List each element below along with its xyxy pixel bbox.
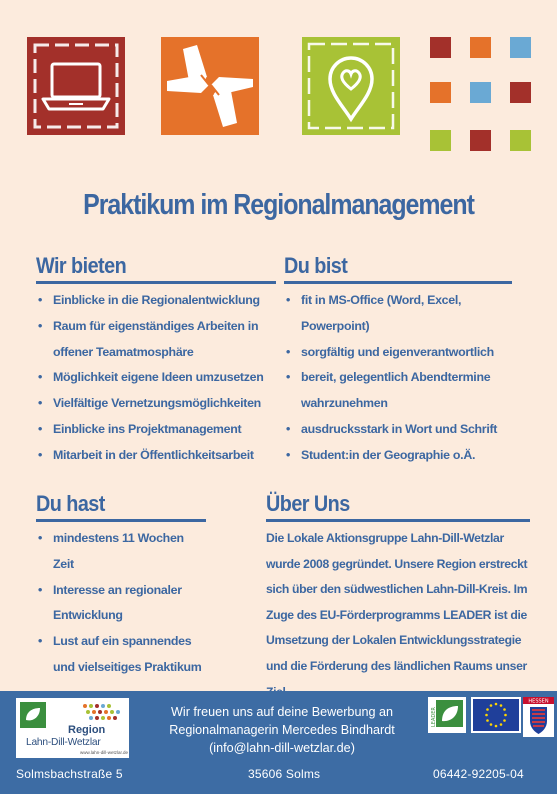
message-line: (info@lahn-dill-wetzlar.de)	[209, 741, 355, 755]
hessen-label: HESSEN	[528, 698, 549, 705]
list-item: • mindestens 11 Wochen Zeit	[36, 526, 206, 578]
color-square	[510, 82, 531, 103]
list-item: • Einblicke in die Regionalentwicklung	[36, 288, 276, 314]
hessen-logo	[523, 697, 554, 737]
section-du-hast	[36, 491, 206, 681]
logo-url-text: www.lahn-dill-wetzlar.de	[80, 750, 129, 755]
leader-logo	[428, 697, 466, 733]
list-item: • fit in MS-Office (Word, Excel, Powerpoint)	[284, 288, 474, 340]
section-wir-bieten	[36, 253, 276, 469]
leader-label: LEADER	[431, 707, 437, 727]
list-item: • Vielfältige Vernetzungsmöglichkeiten	[36, 391, 276, 417]
offer-list	[36, 288, 276, 469]
list-item: • Einblicke ins Projektmanagement	[36, 417, 276, 443]
laptop-icon	[27, 37, 125, 135]
footer-street: Solmsbachstraße 5	[16, 767, 123, 781]
list-item: • bereit, gelegentlich Abendtermine wahrzunehmen	[284, 365, 494, 417]
region-logo	[16, 698, 129, 758]
profile-list	[284, 288, 528, 469]
dot-map-icon	[80, 701, 125, 725]
section-ueber-uns	[266, 491, 530, 705]
color-square	[430, 37, 451, 58]
section-heading: Über Uns	[266, 491, 350, 516]
footer-phone: 06442-92205-04	[433, 767, 524, 781]
eu-flag-icon	[471, 697, 521, 733]
list-item: • Raum für eigenständiges Arbeiten in offener Teamatmosphäre	[36, 314, 276, 366]
message-line: Wir freuen uns auf deine Bewerbung an	[171, 705, 393, 719]
hessen-crest-icon	[523, 697, 554, 737]
color-square	[470, 130, 491, 151]
list-item: • Student:in der Geographie o.Ä.	[284, 443, 528, 469]
leader-logo-icon	[428, 697, 466, 733]
section-rule	[36, 281, 276, 284]
section-du-bist	[284, 253, 528, 469]
section-heading: Du hast	[36, 491, 105, 516]
logo-region-text: Region	[68, 724, 106, 736]
location-heart-icon	[302, 37, 400, 135]
section-rule	[266, 519, 530, 522]
color-square	[470, 82, 491, 103]
footer	[0, 691, 557, 794]
list-item: • Mitarbeit in der Öffentlichkeitsarbeit	[36, 443, 276, 469]
requirements-list	[36, 526, 206, 681]
list-item: • Lust auf ein spannendes und vielseitiges Praktikum	[36, 629, 206, 681]
color-square	[510, 37, 531, 58]
color-square	[510, 130, 531, 151]
footer-city: 35606 Solms	[248, 767, 321, 781]
section-rule	[284, 281, 512, 284]
section-heading: Du bist	[284, 253, 348, 278]
color-square	[470, 37, 491, 58]
hands-together-icon	[161, 37, 259, 135]
list-item: • sorgfältig und eigenverantwortlich	[284, 340, 528, 366]
section-rule	[36, 519, 206, 522]
message-line: Regionalmanagerin Mercedes Bindhardt	[169, 723, 395, 737]
page-title: Praktikum im Regionalmanagement	[83, 189, 474, 221]
list-item: • ausdrucksstark in Wort und Schrift	[284, 417, 528, 443]
list-item: • Interesse an regionaler Entwicklung	[36, 578, 206, 630]
logo-name-text: Lahn-Dill-Wetzlar	[26, 737, 101, 748]
about-text: Die Lokale Aktionsgruppe Lahn-Dill-Wetzlar wurde 2008 gegründet. Unsere Region erstreckt sich über den südwestlichen Lahn-Dill-Kreis. Im Zuge des EU-Förderprogramms LEADER ist die Umsetzung der Lokalen Entwicklungsstrategie und die Förderung des ländlichen Raums unser	[266, 531, 528, 673]
eu-flag	[471, 697, 521, 733]
color-square	[430, 82, 451, 103]
location-tile	[302, 37, 400, 135]
laptop-tile	[27, 37, 125, 135]
leaf-logo-icon	[20, 702, 46, 728]
application-message	[142, 703, 422, 757]
list-item: • Möglichkeit eigene Ideen umzusetzen	[36, 365, 276, 391]
hands-tile	[161, 37, 259, 135]
section-heading: Wir bieten	[36, 253, 127, 278]
color-square	[430, 130, 451, 151]
